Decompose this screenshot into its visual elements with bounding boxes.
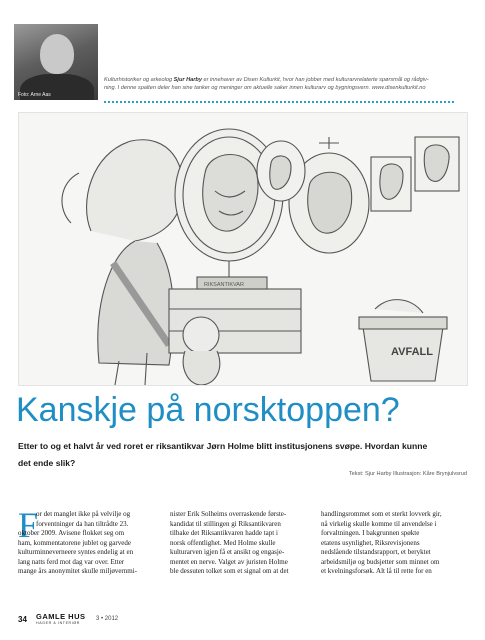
author-photo-head [40,34,74,74]
body-line: kandidat til stillingen gi Riksantikvaren [170,519,281,528]
body-line: et kvelningsforsøk. Alt lå til rette for en [321,567,432,575]
body-line: nister Erik Solheims overraskende første- [170,510,287,518]
bin-label: AVFALL [391,346,433,358]
page-number: 34 [18,615,27,624]
intro-divider [104,101,454,103]
body-line: kulturarven igjen få et ansikt og engasje- [170,548,285,556]
article-byline: Tekst: Sjur Harby Illustrasjon: Kåre Brynjulvsrud [348,471,467,477]
body-line: forventninger da han tiltrådte 23. [36,519,129,528]
body-line: norsk offentlighet. Med Holme skulle [170,538,276,547]
pedestal-label: RIKSANTIKVAR [204,282,244,288]
body-line: or det manglet ikke på velvilje og [36,510,131,518]
magazine-logo-subtitle: HAGER & INTERIØR [36,621,80,625]
body-line: ble dessuten tolket som et signal om at det [170,567,289,575]
photo-credit: Foto: Arne Aas [18,92,51,98]
body-line: nå virkelig skulle komme til anvendelse i [321,519,437,528]
intro-text-line2: ning. I denne spalten deler han sine tanker og meninger om aktuelle saker innen kulturarv og bygningsvern. www.disenkulturkit.no [104,85,426,91]
body-line: kulturminneverneere syntes endelig at en [18,548,134,556]
body-line: etatens usynlighet, Riksrevisjonens [321,538,420,547]
body-line: lang natts ferd mot dag var over. Etter [18,557,125,566]
body-line: forvaltningen. I bakgrunnen spøkte [321,529,420,537]
caricature-drawing [19,113,467,385]
body-line: arbeidsmiljø og budsjetter som minnet om [321,557,440,566]
article-headline: Kanskje på norsktoppen? [16,391,400,429]
author-photo [14,24,98,100]
lead-line: Etter to og et halvt år ved roret er riksantikvar Jørn Holme blitt institusjonens svøpe. Hvordan kunne [18,441,428,451]
issue-number: 3 • 2012 [96,616,119,622]
body-column-1 [18,510,146,577]
magazine-logo: GAMLE HUS [36,612,86,621]
lead-line: det ende slik? [18,458,76,468]
author-intro [104,76,460,92]
body-line: mange års anonymitet skulle miljøvernmi- [18,567,137,575]
body-column-3 [321,510,461,577]
drop-cap: F [18,505,39,545]
body-line: handlingsrommet som et sterkt lovverk gir, [321,510,442,518]
intro-author-name: Sjur Harby [173,77,202,83]
caricature-illustration [18,112,468,386]
body-line: oktober 2009. Avisene flokket seg om [18,529,125,537]
body-line: nedslående tilstandsrapport, et beryktet [321,548,431,556]
article-lead [18,438,470,472]
intro-text-rest: er innehaver av Disen Kulturkit, hvor han jobber med kulturarvrelaterte spørsmål og rådgiv- [201,77,429,83]
body-line: ham, kommentatorene jublet og garvede [18,538,131,547]
intro-text-start: Kulturhistoriker og arkeolog [104,77,174,83]
body-line: tilbake det Riksantikvaren hadde tapt i [170,529,278,537]
body-column-2 [170,510,300,577]
body-line: mentet en nerve. Valget av juristen Holme [170,557,288,566]
